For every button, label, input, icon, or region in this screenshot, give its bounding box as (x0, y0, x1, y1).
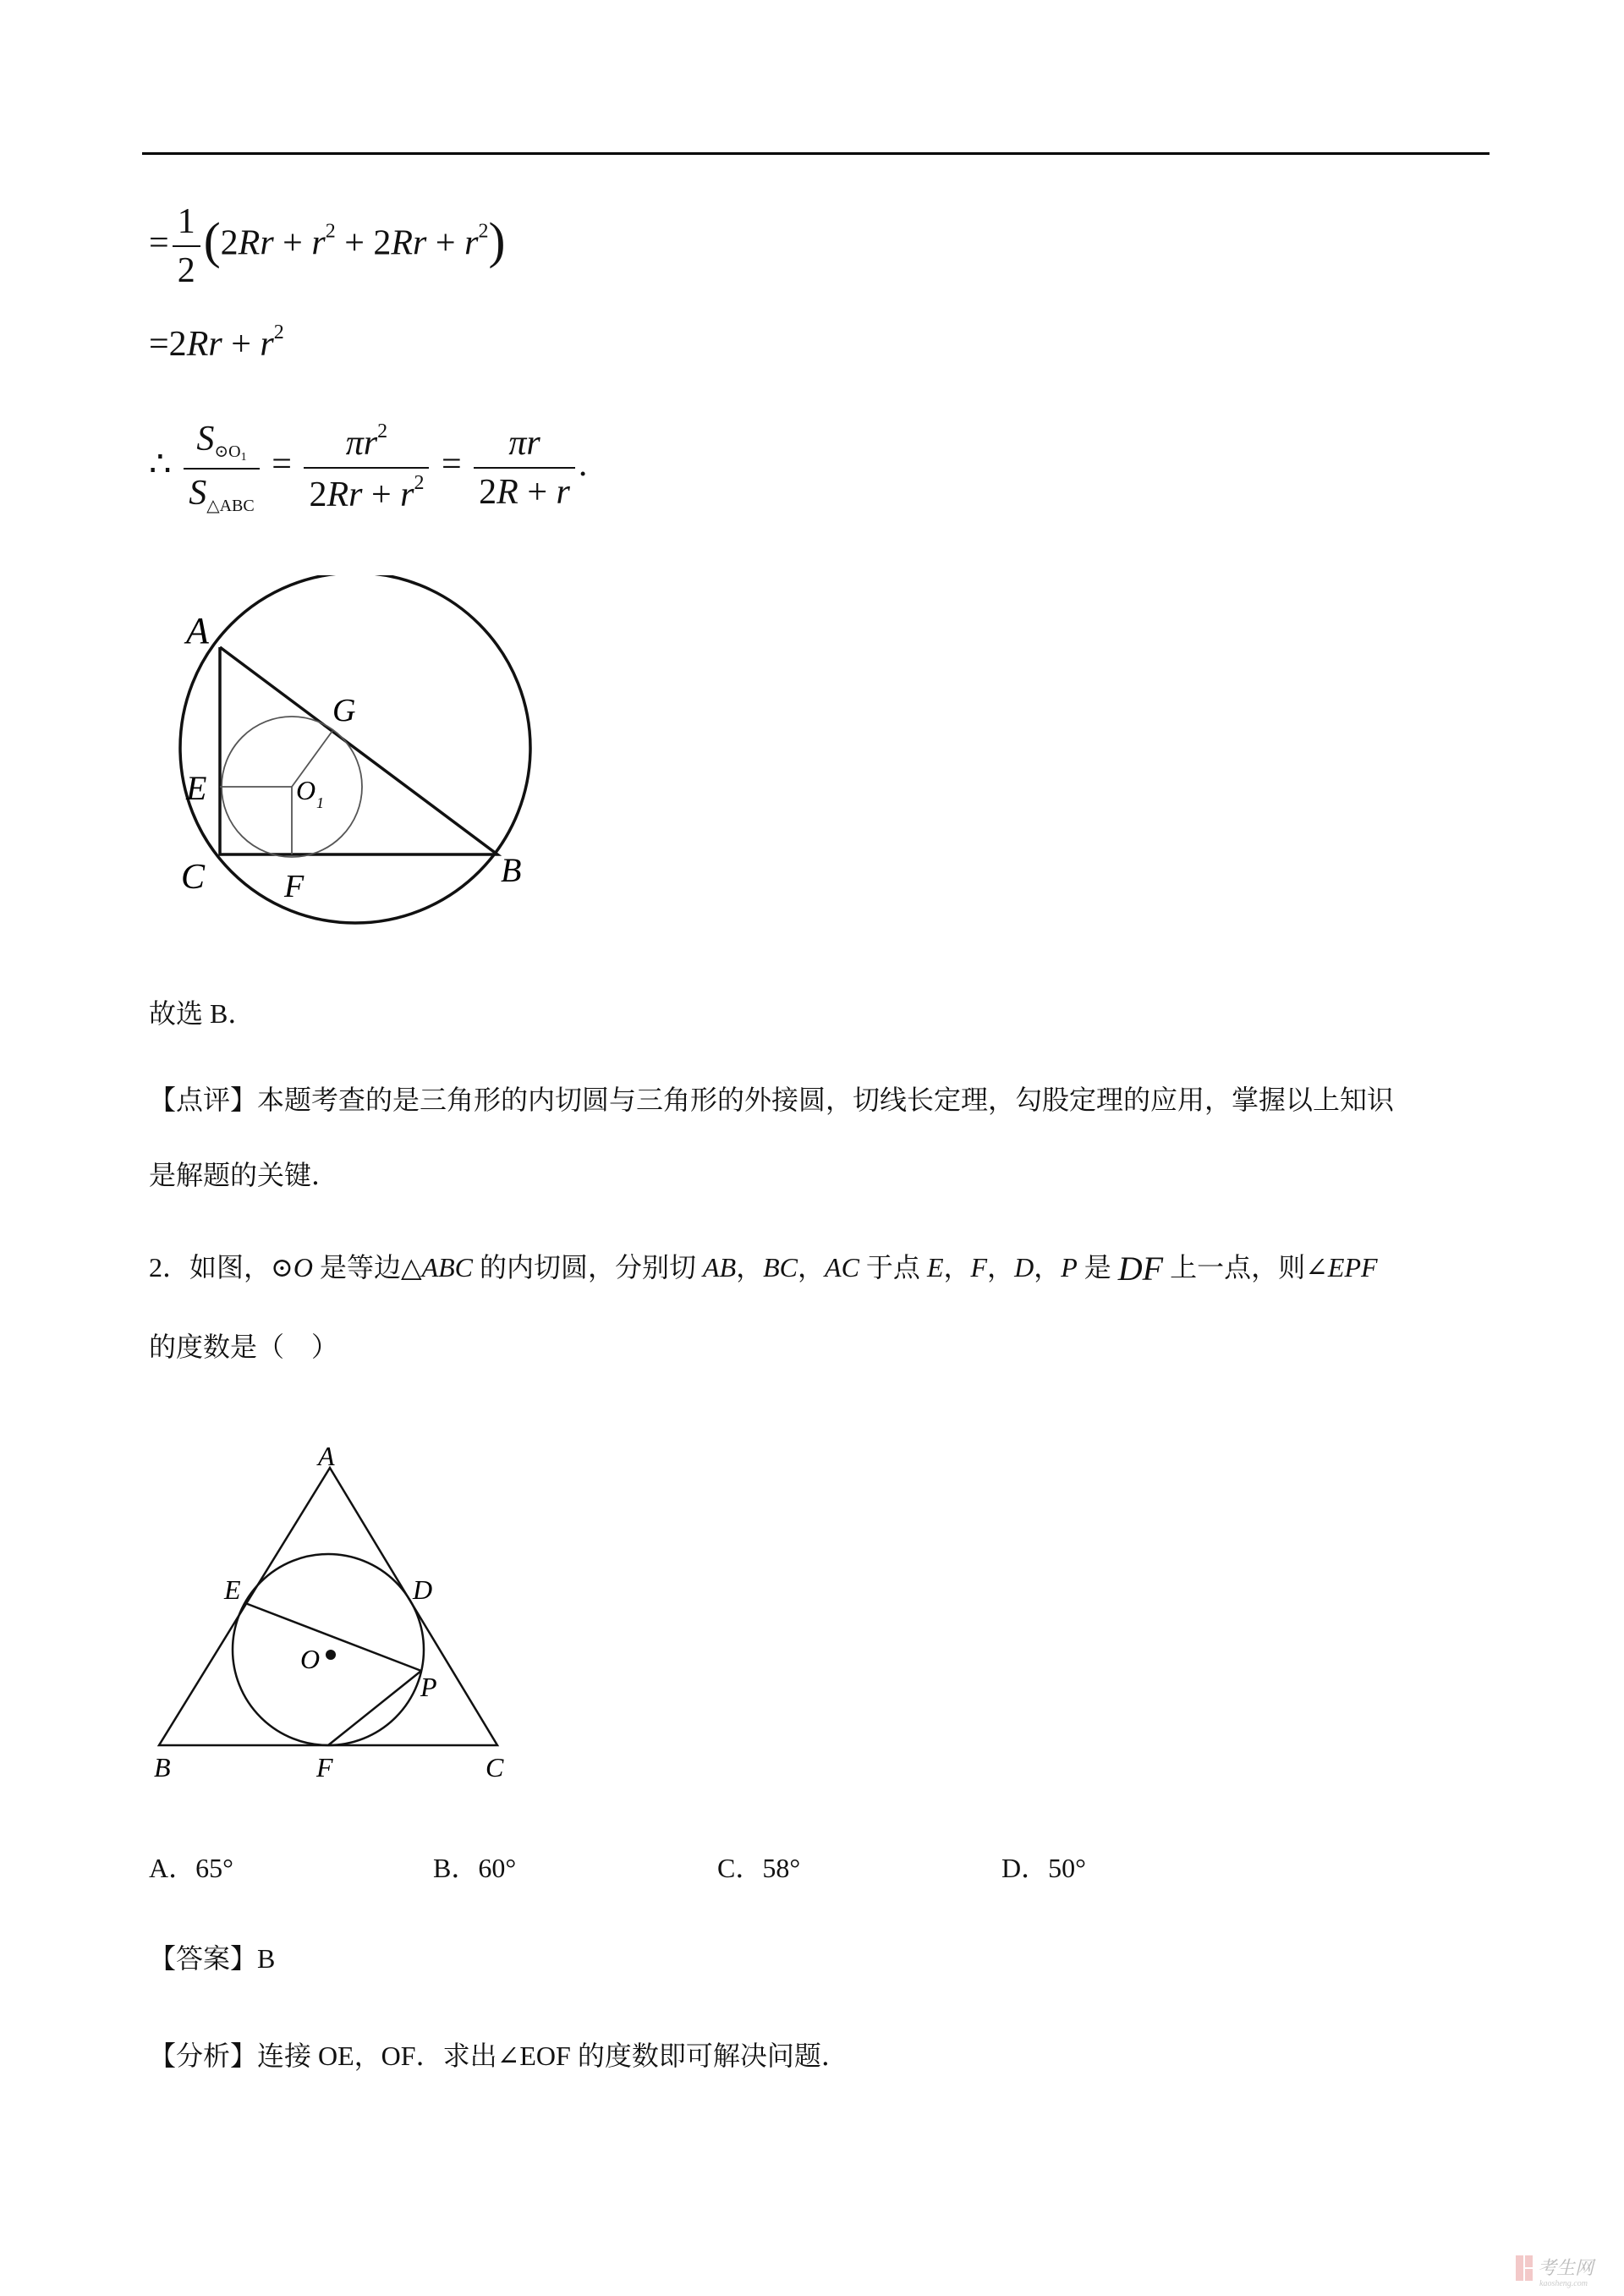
choose-answer: 故选 B． (149, 998, 255, 1029)
label-a: A (318, 1441, 335, 1471)
center-point (326, 1650, 336, 1660)
answer-line: 【答案】B (149, 1943, 276, 1974)
label-c: C (486, 1752, 504, 1782)
svg-text:kaosheng.com: kaosheng.com (1539, 2279, 1588, 2288)
analysis-line: 【分析】连接 OE，OF．求出∠EOF 的度数即可解决问题． (149, 2041, 848, 2071)
option-d[interactable]: D．50° (1001, 1853, 1086, 1883)
figure-right-triangle-circles (169, 575, 558, 939)
label-e: E (186, 769, 207, 807)
label-e: E (224, 1574, 241, 1605)
option-c[interactable]: C．58° (717, 1853, 801, 1883)
watermark-icon (1514, 2250, 1614, 2291)
label-b: B (154, 1752, 171, 1782)
label-o: O (296, 775, 316, 805)
label-g: G (332, 693, 356, 728)
math-line-3: ∴ $\frac{S_{⊙O1}}{S_{\triangle ABC}}$ = $\frac{\pi r^2}{2Rr + r^2}$ = $\frac{\pi r}{2R + r}$ . (149, 420, 588, 515)
watermark-logo (1514, 2250, 1614, 2291)
arc-df: DF (1117, 1250, 1164, 1288)
triangle-abc (159, 1468, 497, 1745)
question-2-line-1: 2．如图，⊙O 是等边△ABC 的内切圆，分别切 AB，BC，AC 于点 E，F，D，P 是 DF 上一点，则∠EPF (149, 1250, 1378, 1288)
therefore-symbol: ∴ (149, 445, 172, 485)
svg-text:考生网: 考生网 (1538, 2257, 1594, 2278)
chord-ep (245, 1603, 421, 1671)
question-2-line-2: 的度数是（ ） (149, 1332, 339, 1362)
comment-line-2: 是解题的关键． (149, 1160, 339, 1190)
label-f: F (316, 1752, 333, 1782)
label-a: A (186, 610, 209, 651)
equals-sign: = (149, 223, 169, 263)
label-o: O (300, 1644, 321, 1674)
math-line-1: = $\frac{1}{2}$ $(2Rr + r^2 + 2Rr + r^2)$ (149, 202, 506, 290)
fraction-area-ratio: $\frac{S_{⊙O1}}{S_{\triangle ABC}}$ (184, 419, 260, 516)
option-a[interactable]: A．65° (149, 1853, 233, 1883)
fraction-half: $\frac{1}{2}$ (173, 201, 200, 291)
header-rule (142, 152, 1490, 155)
comment-line-1: 【点评】本题考查的是三角形的内切圆与三角形的外接圆，切线长定理，勾股定理的应用，掌握以上知识 (149, 1085, 1395, 1115)
label-c: C (181, 858, 206, 897)
triangle-abc (220, 647, 497, 854)
label-b: B (501, 851, 522, 889)
option-b[interactable]: B．60° (433, 1853, 517, 1883)
math-line-2: $=2Rr + r^2$ (149, 321, 284, 364)
label-f: F (284, 869, 304, 904)
figure-equilateral-triangle (144, 1438, 524, 1793)
incircle (233, 1554, 424, 1745)
label-d: D (413, 1574, 433, 1605)
fraction-2: $\frac{\pi r^2}{2Rr + r^2}$ (304, 420, 429, 515)
fraction-3: $\frac{\pi r}{2R + r}$ (474, 423, 575, 513)
label-p: P (420, 1672, 437, 1702)
label-o-sub: 1 (316, 794, 324, 811)
